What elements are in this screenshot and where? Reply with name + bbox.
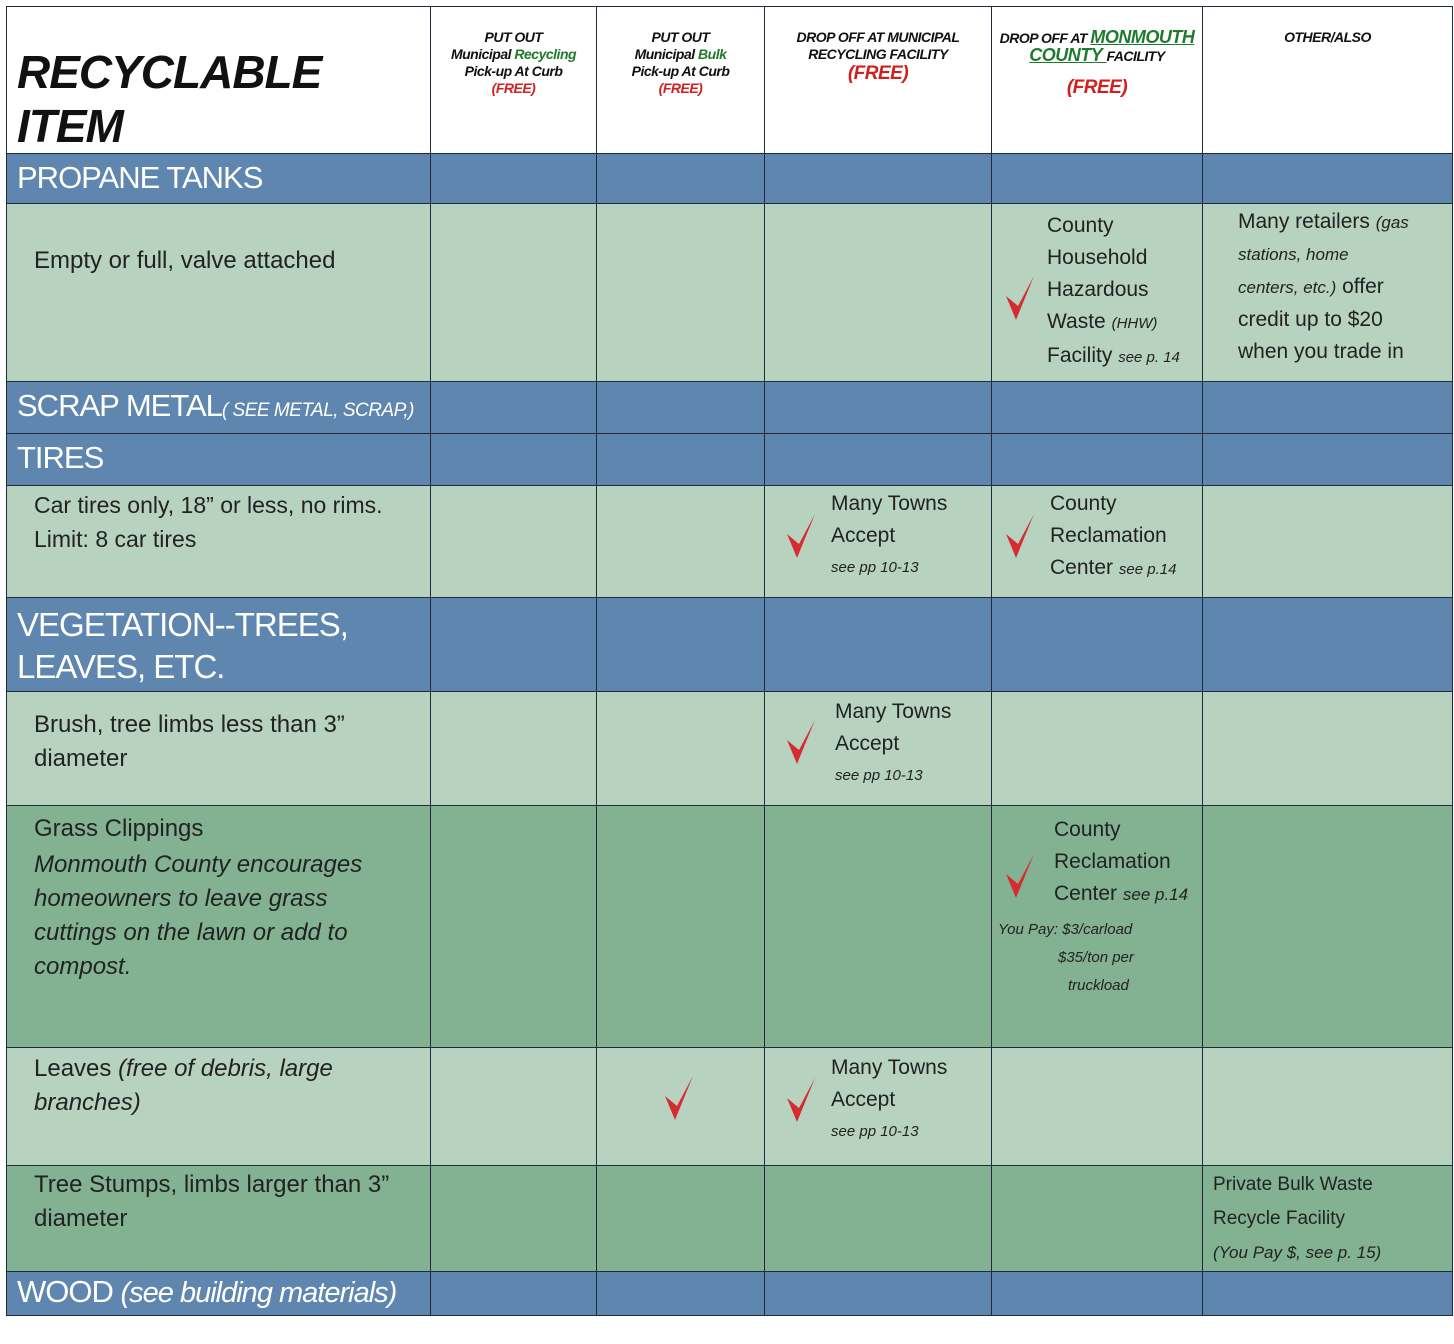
category-title: VEGETATION--TREES, LEAVES, ETC.	[7, 598, 431, 692]
checkmark-icon	[787, 514, 815, 558]
category-row-propane	[7, 154, 1453, 204]
grass-fee: You Pay: $3/carload $35/ton per truckload	[998, 921, 1134, 994]
other-cell: Private Bulk Waste Recycle Facility (You Pay $, see p. 15)	[1203, 1166, 1453, 1272]
free-label: (FREE)	[847, 63, 909, 84]
category-title: PROPANE TANKS	[7, 154, 431, 204]
item-row-leaves	[7, 1048, 1453, 1166]
bulk-cell	[597, 1048, 765, 1166]
header-municipal-bulk: PUT OUT Municipal Bulk Pick-up At Curb (FREE)	[597, 7, 765, 154]
category-title: SCRAP METAL( SEE METAL, SCRAP,)	[7, 382, 431, 434]
header-municipal-recycling: PUT OUT Municipal Recycling Pick-up At Curb (FREE)	[431, 7, 597, 154]
grass-note: Monmouth County encourages homeowners to leave grass cuttings on the lawn or add to compost.	[34, 851, 363, 980]
item-label: Tree Stumps, limbs larger than 3” diameter	[7, 1166, 431, 1272]
item-row-grass	[7, 806, 1453, 1048]
free-label: (FREE)	[1066, 77, 1128, 98]
item-label: Grass Clippings Monmouth County encourages homeowners to leave grass cuttings on the lawn or add to compost.	[7, 806, 431, 1048]
checkmark-icon	[787, 1078, 815, 1122]
checkmark-icon	[787, 720, 815, 764]
item-row-brush	[7, 692, 1453, 806]
recycling-table	[6, 6, 1453, 1316]
category-row-tires	[7, 434, 1453, 486]
free-label: (FREE)	[658, 80, 703, 96]
item-label: Car tires only, 18” or less, no rims. Limit: 8 car tires	[7, 486, 431, 598]
free-label: (FREE)	[491, 80, 536, 96]
item-label: Empty or full, valve attached	[7, 204, 431, 382]
other-cell: Many retailers (gas stations, home centers, etc.) offer credit up to $20 when you trade in	[1203, 204, 1453, 382]
municipal-cell: Many Towns Accept see pp 10-13	[765, 486, 992, 598]
checkmark-icon	[1006, 276, 1034, 320]
header-municipal-facility: DROP OFF AT MUNICIPAL RECYCLING FACILITY (FREE)	[765, 7, 992, 154]
header-row	[7, 7, 1453, 154]
category-row-wood	[7, 1272, 1453, 1316]
checkmark-icon	[665, 1076, 693, 1120]
category-title: TIRES	[7, 434, 431, 486]
county-cell: County Household Hazardous Waste (HHW) Facility see p. 14	[992, 204, 1203, 382]
category-title: WOOD (see building materials)	[7, 1272, 431, 1316]
header-county-facility: DROP OFF AT MONMOUTH COUNTY FACILITY (FREE)	[992, 7, 1203, 154]
county-cell: County Reclamation Center see p.14 You Pay: $3/carload $35/ton per truckload	[992, 806, 1203, 1048]
item-label: Brush, tree limbs less than 3” diameter	[7, 692, 431, 806]
item-row-tires	[7, 486, 1453, 598]
item-label: Leaves (free of debris, large branches)	[7, 1048, 431, 1166]
category-row-scrap-metal	[7, 382, 1453, 434]
item-row-stumps	[7, 1166, 1453, 1272]
item-row-propane	[7, 204, 1453, 382]
municipal-cell: Many Towns Accept see pp 10-13	[765, 1048, 992, 1166]
checkmark-icon	[1006, 514, 1034, 558]
category-row-vegetation	[7, 598, 1453, 692]
header-other-also: OTHER/ALSO	[1203, 7, 1453, 154]
county-cell: County Reclamation Center see p.14	[992, 486, 1203, 598]
checkmark-icon	[1006, 854, 1034, 898]
municipal-cell: Many Towns Accept see pp 10-13	[765, 692, 992, 806]
header-recyclable-item: RECYCLABLE ITEM	[7, 7, 431, 154]
